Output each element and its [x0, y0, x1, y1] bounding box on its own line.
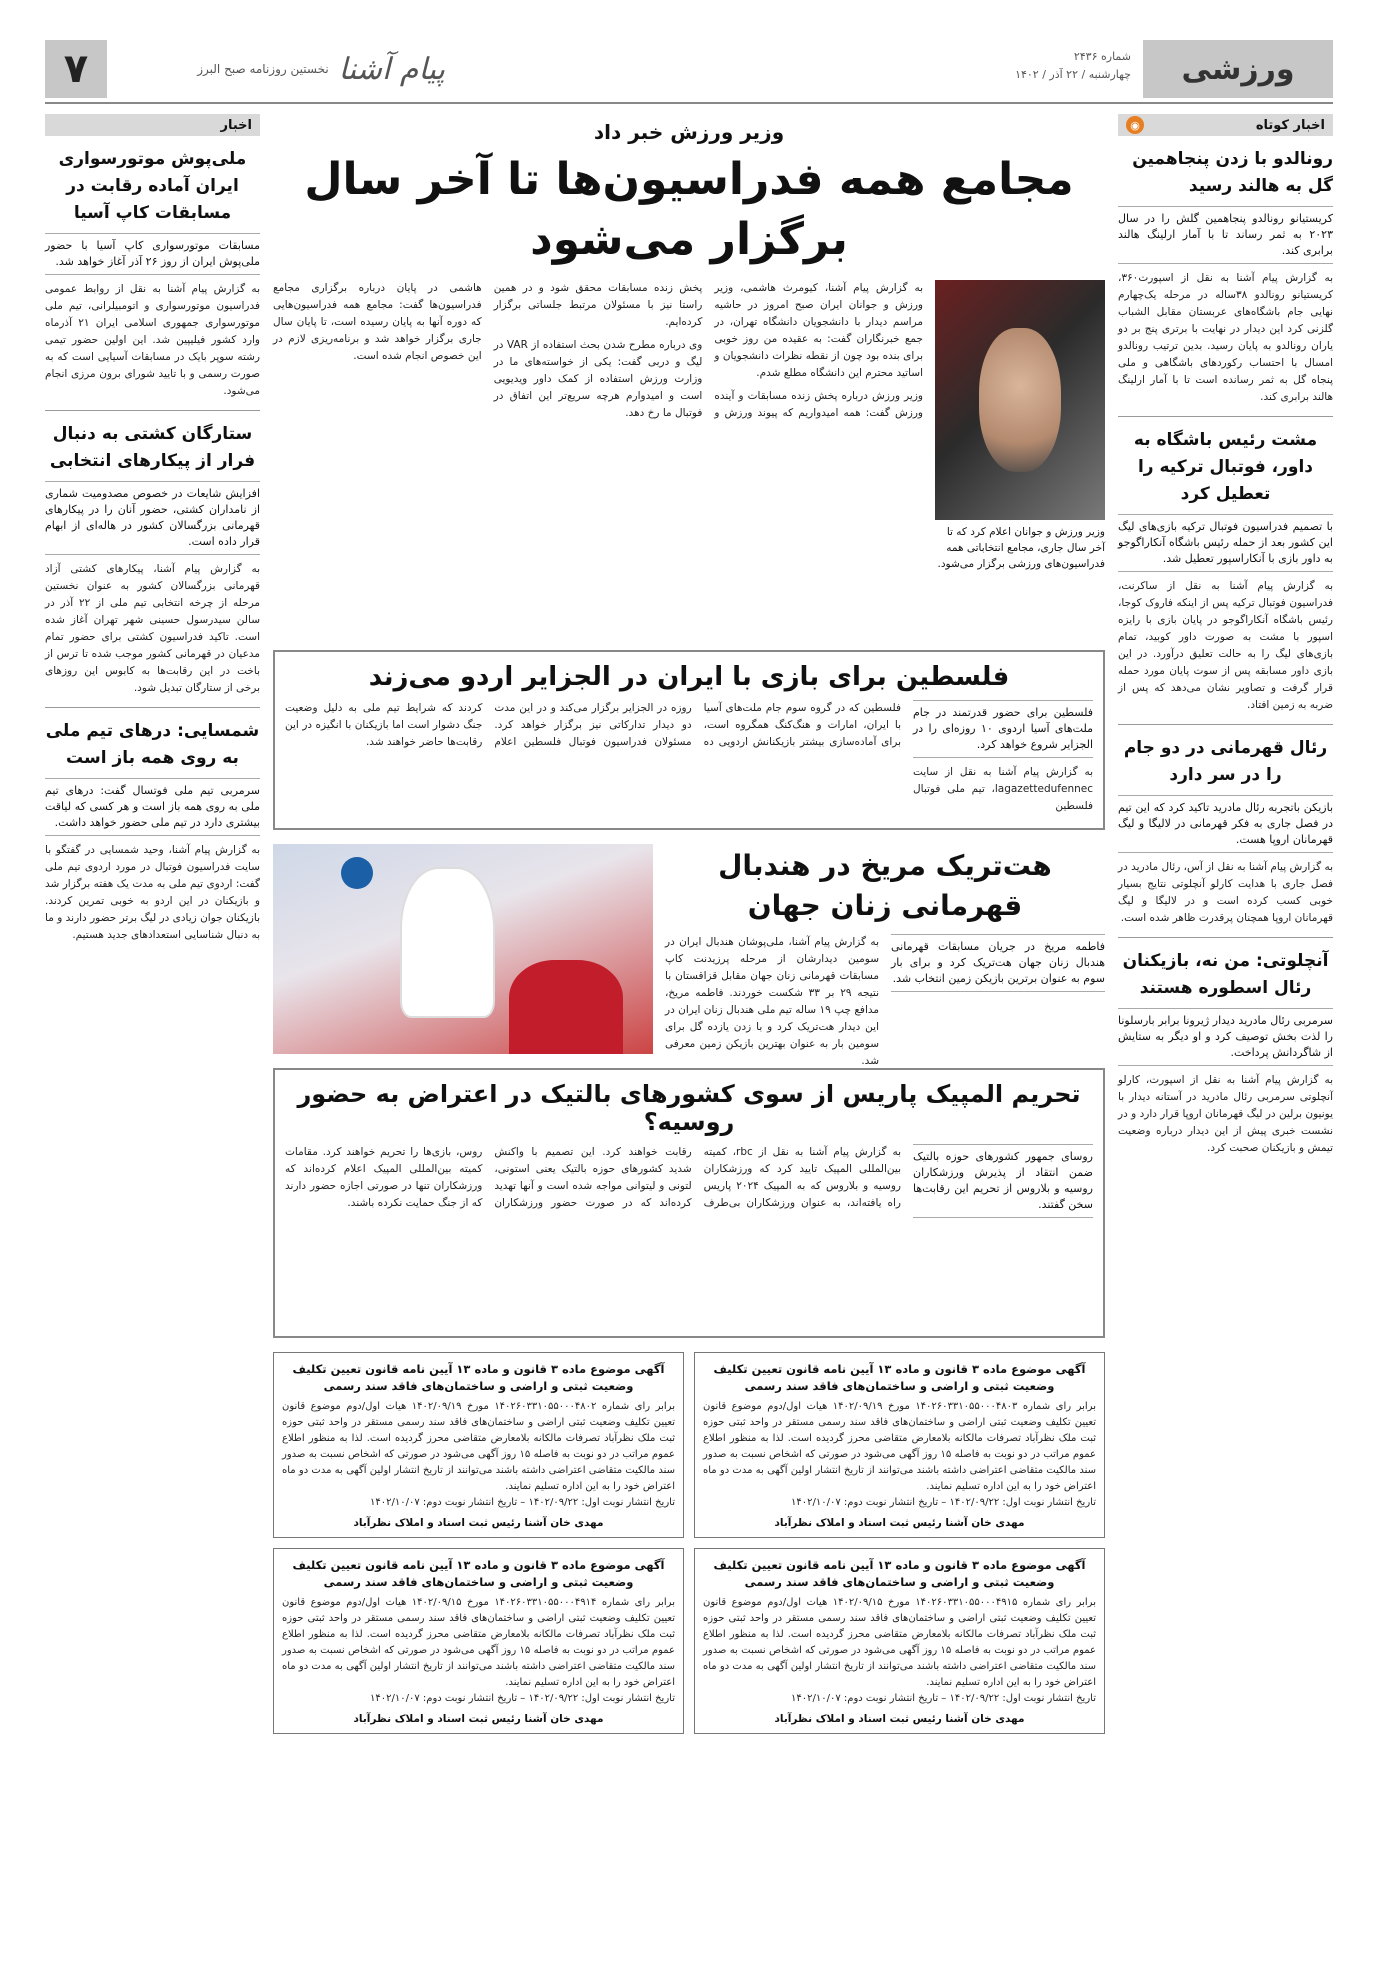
- header-divider: [45, 102, 1333, 104]
- story-headline: هت‌تریک مریخ در هندبال قهرمانی زنان جهان: [718, 849, 1052, 922]
- paragraph: وی درباره مطرح شدن بحث استفاده از VAR در لیگ و دربی گفت: یکی از خواسته‌های ما در وزارت ورزش استفاده از کمک داور ویدیویی است و امیدوارم هرچه سریع‌تر این اتفاق در فوتبال ما رخ دهد.: [493, 339, 703, 419]
- news-title: ستارگان کشتی به دنبال فرار از پیکارهای انتخابی: [49, 424, 256, 471]
- news-lead: با تصمیم فدراسیون فوتبال ترکیه بازی‌های لیگ این کشور بعد از حمله رئیس باشگاه آنکاراگوجو به داور بازی با آنکاراسپور تعطیل شد.: [1118, 514, 1333, 572]
- minister-photo: [935, 280, 1105, 520]
- news-lead: سرمربی رئال مادرید دیدار ژیرونا برابر بارسلونا را لذت بخش توصیف کرد و او دیگر به ستایش از شاگردانش پرداخت.: [1118, 1008, 1333, 1066]
- lead-photo-block: [935, 280, 1105, 640]
- ad-body: برابر رای شماره ۱۴۰۲۶۰۳۳۱۰۵۵۰۰۰۴۸۰۲ مورخ ۱۴۰۲/۰۹/۱۹ هیات اول/دوم موضوع قانون تعیین تکلیف وضعیت ثبتی اراضی و ساختمان‌های فاقد سند رسمی مستقر در واحد ثبتی حوزه ثبت ملک نظرآباد تصرفات مالکانه بلامعارض متقاضی محرز گردیده است. لذا به منظور اطلاع عموم مراتب در دو نوبت به فاصله ۱۵ روز آگهی می‌شود در صورتی که اشخاص نسبت به صدور سند مالکیت متقاضی اعتراضی داشته باشند می‌توانند از تاریخ انتشار اولین آگهی به مدت دو ماه اعتراض خود را به این اداره تسلیم نمایند.: [282, 1401, 675, 1492]
- story-lead: روسای جمهور کشورهای حوزه بالتیک ضمن انتقاد از پذیرش ورزشکاران روسیه و بلاروس از تحریم این رقابت‌ها سخن گفتند.: [913, 1144, 1093, 1218]
- ad-dates: تاریخ انتشار نوبت اول: ۱۴۰۲/۰۹/۲۲ – تاریخ انتشار نوبت دوم: ۱۴۰۲/۱۰/۰۷: [370, 1693, 675, 1704]
- page-number: ۷: [45, 40, 107, 98]
- news-body: به گزارش پیام آشنا به نقل از اسپورت۳۶۰، کریستیانو رونالدو ۳۸ساله در مرحله یک‌چهارم نهایی جام باشگاه‌های عربستان مقابل الشباب گلزنی کرد این دیدار در نهایت با برتری پنج بر دو یاران رونالدو به پایان رسید. بدین ترتیب رونالدو امسال با احتساب رکوردهای باشگاهی و ملی پنجاه گل به ثمر رسانده است تا با آمار ارلینگ هالند برابری کند.: [1118, 272, 1333, 403]
- olympics-story: [273, 1068, 1105, 1338]
- handball-story: [273, 844, 1105, 1067]
- newspaper-page: [45, 40, 1333, 1935]
- story-body: فلسطین که در گروه سوم جام ملت‌های آسیا با ایران، امارات و هنگ‌کنگ همگروه است، برای آماده‌سازی بیشتر بازیکنانش اردویی ده روزه در الجزایر برگزار می‌کند و در این مدت دو دیدار تدارکاتی نیز برگزار خواهد کرد. مسئولان فدراسیون فوتبال فلسطین اعلام کردند که شرایط تیم ملی به دلیل وضعیت جنگ دشوار است اما بازیکنان با انگیزه در این رقابت‌ها حاضر خواهند شد.: [285, 702, 901, 748]
- news-body: به گزارش پیام آشنا، وحید شمسایی در گفتگو با سایت فدراسیون فوتبال در مورد اردوی تیم ملی گفت: اردوی تیم ملی به مدت یک هفته برگزار شد و بازیکنان در این اردو به خوبی تمرین کردند. بازیکنان جوان زیادی در لیگ برتر حضور دارند و ما به دنبال شناسایی استعدادهای جدید هستیم.: [45, 844, 260, 941]
- ad-title: آگهی موضوع ماده ۳ قانون و ماده ۱۳ آیین نامه قانون تعیین تکلیف وضعیت ثبتی و اراضی و ساختمان‌های فاقد سند رسمی: [713, 1558, 1086, 1589]
- handball-lead-wrap: [891, 934, 1105, 1076]
- ad-title: آگهی موضوع ماده ۳ قانون و ماده ۱۳ آیین نامه قانون تعیین تکلیف وضعیت ثبتی و اراضی و ساختمان‌های فاقد سند رسمی: [292, 1558, 665, 1589]
- right-column-head: [1118, 114, 1333, 136]
- left-column-head: [45, 114, 260, 136]
- ad-signature: مهدی خان آشنا رئیس ثبت اسناد و املاک نظرآباد: [774, 1713, 1025, 1725]
- legal-ad: [694, 1352, 1105, 1538]
- ad-body: برابر رای شماره ۱۴۰۲۶۰۳۳۱۰۵۵۰۰۰۴۹۱۵ مورخ ۱۴۰۲/۰۹/۱۵ هیات اول/دوم موضوع قانون تعیین تکلیف وضعیت ثبتی اراضی و ساختمان‌های فاقد سند رسمی مستقر در واحد ثبتی حوزه ثبت ملک نظرآباد تصرفات مالکانه بلامعارض متقاضی محرز گردیده است. لذا به منظور اطلاع عموم مراتب در دو نوبت به فاصله ۱۵ روز آگهی می‌شود در صورتی که اشخاص نسبت به صدور سند مالکیت متقاضی اعتراضی داشته باشند می‌توانند از تاریخ انتشار اولین آگهی به مدت دو ماه اعتراض خود را به این اداره تسلیم نمایند.: [703, 1597, 1096, 1688]
- story-lead: فاطمه مریخ در جریان مسابقات قهرمانی هندبال زنان جهان هت‌تریک کرد و برای بار سوم به عنوان برترین بازیکن زمین انتخاب شد.: [891, 934, 1105, 992]
- legal-ad: [273, 1548, 684, 1734]
- story-intro: [913, 700, 1093, 821]
- ad-signature: مهدی خان آشنا رئیس ثبت اسناد و املاک نظرآباد: [353, 1713, 604, 1725]
- handball-photo: [273, 844, 653, 1054]
- photo-caption: وزیر ورزش و جوانان اعلام کرد که تا آخر سال جاری، مجامع انتخاباتی همه فدراسیون‌های ورزشی برگزار می‌شود.: [937, 526, 1105, 570]
- issue-date: چهارشنبه / ۲۲ آذر / ۱۴۰۲: [1015, 68, 1131, 81]
- ad-signature: مهدی خان آشنا رئیس ثبت اسناد و املاک نظرآباد: [353, 1517, 604, 1529]
- ad-title: آگهی موضوع ماده ۳ قانون و ماده ۱۳ آیین نامه قانون تعیین تکلیف وضعیت ثبتی و اراضی و ساختمان‌های فاقد سند رسمی: [292, 1362, 665, 1393]
- ad-body: برابر رای شماره ۱۴۰۲۶۰۳۳۱۰۵۵۰۰۰۴۹۱۴ مورخ ۱۴۰۲/۰۹/۱۵ هیات اول/دوم موضوع قانون تعیین تکلیف وضعیت ثبتی اراضی و ساختمان‌های فاقد سند رسمی مستقر در واحد ثبتی حوزه ثبت ملک نظرآباد تصرفات مالکانه بلامعارض متقاضی محرز گردیده است. لذا به منظور اطلاع عموم مراتب در دو نوبت به فاصله ۱۵ روز آگهی می‌شود در صورتی که اشخاص نسبت به صدور سند مالکیت متقاضی اعتراضی داشته باشند می‌توانند از تاریخ انتشار اولین آگهی به مدت دو ماه اعتراض خود را به این اداره تسلیم نمایند.: [282, 1597, 675, 1688]
- legal-ad: [273, 1352, 684, 1538]
- lead-body: [273, 280, 923, 640]
- news-title: رئال قهرمانی در دو جام را در سر دارد: [1123, 738, 1328, 785]
- ad-dates: تاریخ انتشار نوبت اول: ۱۴۰۲/۰۹/۲۲ – تاریخ انتشار نوبت دوم: ۱۴۰۲/۱۰/۰۷: [791, 1497, 1096, 1508]
- divider: [45, 410, 260, 411]
- paragraph: وزیر ورزش درباره پخش زنده مسابقات و آینده ورزش گفت: همه امیدواریم که پیوند ورزش و پخش زنده مسابقات محقق شود و در همین راستا نیز با مسئولان مرتبط جلساتی برگزار کرده‌ایم.: [493, 282, 923, 419]
- right-column: [1118, 114, 1333, 1935]
- news-title: رونالدو با زدن پنجاهمین گل به هالند رسید: [1132, 149, 1333, 196]
- brand: [107, 40, 445, 98]
- paragraph: به گزارش پیام آشنا، کیومرث هاشمی، وزیر ورزش و جوانان ایران صبح امروز در حاشیه مراسم دیدار با دانشجویان دانشگاه تهران، در جمع خبرنگاران گفت: به عقیده من روز خوبی برای بنده بود چون از نقطه نظرات دانشجویان و اساتید محترم این دانشگاه مطلع شدم.: [714, 282, 923, 379]
- page-header: [45, 40, 1333, 98]
- legal-ad: [694, 1548, 1105, 1734]
- left-column: [45, 114, 260, 1935]
- ad-dates: تاریخ انتشار نوبت اول: ۱۴۰۲/۰۹/۲۲ – تاریخ انتشار نوبت دوم: ۱۴۰۲/۱۰/۰۷: [370, 1497, 675, 1508]
- news-body: به گزارش پیام آشنا، پیکارهای کشتی آزاد قهرمانی بزرگسالان کشور به عنوان نخستین مرحله از چرخه انتخابی تیم ملی از ۲۲ آذر در سالن سیدرسول حسینی شهر تهران آغاز شده است. تاکید فدراسیون کشتی برای حضور تمام مدعیان در قهرمانی کشور موجب شده تا ترس از باخت در این رقابت‌ها به کابوس این روزهای برخی از ستارگان تبدیل شود.: [45, 563, 260, 694]
- olympics-lead-wrap: [913, 1144, 1093, 1224]
- divider: [45, 707, 260, 708]
- tagline: نخستین روزنامه صبح البرز: [197, 62, 329, 76]
- news-lead: مسابقات موتورسواری کاپ آسیا با حضور ملی‌پوش ایران از روز ۲۶ آذر آغاز خواهد شد.: [45, 233, 260, 275]
- ad-dates: تاریخ انتشار نوبت اول: ۱۴۰۲/۰۹/۲۲ – تاریخ انتشار نوبت دوم: ۱۴۰۲/۱۰/۰۷: [791, 1693, 1096, 1704]
- logo: پیام آشنا: [338, 51, 445, 87]
- news-title: ملی‌پوش موتورسواری ایران آماده رقابت در مسابقات کاپ آسیا: [58, 149, 247, 223]
- palestine-story: [273, 650, 1105, 830]
- story-source: به گزارش پیام آشنا به نقل از سایت lagazettedufennec، تیم ملی فوتبال فلسطین: [913, 766, 1093, 812]
- handball-text: [665, 844, 1105, 1067]
- story-body: به گزارش پیام آشنا به نقل از rbc، کمیته بین‌المللی المپیک تایید کرد که ورزشکاران روسیه و بلاروس که به المپیک ۲۰۲۴ پاریس راه یافته‌اند، به عنوان ورزشکاران بی‌طرف رقابت خواهند کرد. این تصمیم با واکنش شدید کشورهای حوزه بالتیک یعنی استونی، لتونی و لیتوانی مواجه شده است و آنها تهدید کرده‌اند که در صورت حضور ورزشکاران روس، بازی‌ها را تحریم خواهند کرد. مقامات کمیته بین‌المللی المپیک اعلام کرده‌اند که ورزشکاران تنها در صورتی اجازه حضور دارند که از جنگ حمایت نکرده باشند.: [285, 1146, 901, 1209]
- story-headline: تحریم المپیک پاریس از سوی کشورهای بالتیک در اعتراض به حضور روسیه؟: [297, 1080, 1081, 1136]
- issue-meta: [889, 40, 1143, 98]
- divider: [1118, 937, 1333, 938]
- lead-story: [273, 280, 1105, 640]
- left-column-label: اخبار: [220, 117, 252, 133]
- kicker: وزیر ورزش خبر داد: [593, 120, 785, 144]
- news-lead: افزایش شایعات در خصوص مصدومیت شماری از نامداران کشتی، حضور آنان را در پیکارهای قهرمانی بزرگسالان کشور در هاله‌ای از ابهام قرار داده است.: [45, 481, 260, 555]
- ad-body: برابر رای شماره ۱۴۰۲۶۰۳۳۱۰۵۵۰۰۰۴۸۰۳ مورخ ۱۴۰۲/۰۹/۱۹ هیات اول/دوم موضوع قانون تعیین تکلیف وضعیت ثبتی اراضی و ساختمان‌های فاقد سند رسمی مستقر در واحد ثبتی حوزه ثبت ملک نظرآباد تصرفات مالکانه بلامعارض متقاضی محرز گردیده است. لذا به منظور اطلاع عموم مراتب در دو نوبت به فاصله ۱۵ روز آگهی می‌شود در صورتی که اشخاص نسبت به صدور سند مالکیت متقاضی اعتراضی داشته باشند می‌توانند از تاریخ انتشار اولین آگهی به مدت دو ماه اعتراض خود را به این اداره تسلیم نمایند.: [703, 1401, 1096, 1492]
- story-body-wrap: [285, 700, 901, 821]
- news-lead: بازیکن باتجربه رئال مادرید تاکید کرد که این تیم در فصل جاری به فکر قهرمانی در لالیگا و لیگ قهرمانان اروپا هست.: [1118, 795, 1333, 853]
- news-lead: سرمربی تیم ملی فوتسال گفت: درهای تیم ملی به روی همه باز است و هر کسی که لیاقت بیشتری دارد در تیم ملی حضور خواهد داشت.: [45, 778, 260, 836]
- news-lead: کریستیانو رونالدو پنجاهمین گلش را در سال ۲۰۲۳ به ثمر رساند تا با آمار ارلینگ هالند برابری کند.: [1118, 206, 1333, 264]
- news-body: به گزارش پیام آشنا به نقل از ساکرنت، فدراسیون فوتبال ترکیه پس از اینکه فاروک کوجا، رئیس باشگاه آنکاراگوجو در پایان بازی با رایزه اسپور با مشت به صورت داور کوبید، تمام بازی‌های لیگ را به حالت تعلیق درآورد. در این بازی داور مسابقه پس از سوت پایان مورد حمله قرار گرفت و تصاویر نشان می‌دهد که پس از ضربه به زمین افتاد.: [1118, 580, 1333, 711]
- news-title: شمسایی: درهای تیم ملی به روی همه باز است: [45, 721, 260, 768]
- news-body: به گزارش پیام آشنا به نقل از آس، رئال مادرید در فصل جاری با هدایت کارلو آنچلوتی نتایج بسیار خوبی کسب کرده است و در لالیگا و لیگ قهرمانان اروپا همچنان پرقدرت ظاهر شده است.: [1118, 861, 1333, 924]
- paragraph: هاشمی در پایان درباره برگزاری مجامع فدراسیون‌ها گفت: مجامع همه فدراسیون‌هایی که دوره آنها به پایان رسیده است، تا پایان سال جاری برگزار خواهد شد و برنامه‌ریزی لازم در این خصوص انجام شده است.: [273, 282, 482, 362]
- divider: [1118, 416, 1333, 417]
- main-headline: مجامع همه فدراسیون‌ها تا آخر سال برگزار می‌شود: [304, 154, 1074, 265]
- rss-icon: ◉: [1126, 116, 1144, 134]
- legal-ads: [273, 1352, 1105, 1734]
- divider: [1118, 724, 1333, 725]
- story-body: به گزارش پیام آشنا، ملی‌پوشان هندبال ایران در سومین دیدارشان از مرحله پرزیدنت کاپ مسابقات قهرمانی زنان جهان مقابل قزاقستان با نتیجه ۲۹ بر ۳۳ شکست خوردند. فاطمه مریخ، مدافع چپ ۱۹ ساله تیم ملی هندبال زنان ایران در این دیدار هت‌تریک کرد و با زدن یازده گل برای سومین بار به عنوان بهترین بازیکن زمین معرفی شد.: [665, 936, 879, 1067]
- story-lead: فلسطین برای حضور قدرتمند در جام ملت‌های آسیا اردوی ۱۰ روزه‌ای را در الجزایر شروع خواهد کرد.: [913, 700, 1093, 758]
- news-title: مشت رئیس باشگاه به داور، فوتبال ترکیه را تعطیل کرد: [1133, 430, 1318, 504]
- section-title: ورزشی: [1143, 40, 1333, 98]
- center-column: [273, 114, 1105, 1935]
- news-body: به گزارش پیام آشنا به نقل از روابط عمومی فدراسیون موتورسواری و اتومبیلرانی، تیم ملی موتورسواری جمهوری اسلامی ایران ۲۱ آذرماه وارد کشور فیلیپین شد. این اولین حضور تیمی رشته سوپر بایک در مسابقات آسیایی است که به صورت رسمی و با تایید شورای برون مرزی انجام می‌شود.: [45, 283, 261, 397]
- ad-title: آگهی موضوع ماده ۳ قانون و ماده ۱۳ آیین نامه قانون تعیین تکلیف وضعیت ثبتی و اراضی و ساختمان‌های فاقد سند رسمی: [713, 1362, 1086, 1393]
- ad-signature: مهدی خان آشنا رئیس ثبت اسناد و املاک نظرآباد: [774, 1517, 1025, 1529]
- olympics-body-wrap: [285, 1144, 901, 1224]
- story-headline: فلسطین برای بازی با ایران در الجزایر اردو می‌زند: [368, 662, 1010, 692]
- news-body: به گزارش پیام آشنا به نقل از اسپورت، کارلو آنچلوتی سرمربی رئال مادرید در آستانه دیدار با یونیون برلین در لیگ قهرمانان اروپا قرار دارد و در نشست خبری پیش از این دیدار درباره وضعیت تیمش و بازیکنان صحبت کرد.: [1118, 1074, 1333, 1154]
- news-title: آنچلوتی: من نه، بازیکنان رئال اسطوره هستند: [1122, 951, 1329, 998]
- issue-number: شماره ۲۴۳۶: [1073, 50, 1131, 63]
- right-column-label: اخبار کوتاه: [1255, 117, 1325, 133]
- handball-body-wrap: [665, 934, 879, 1076]
